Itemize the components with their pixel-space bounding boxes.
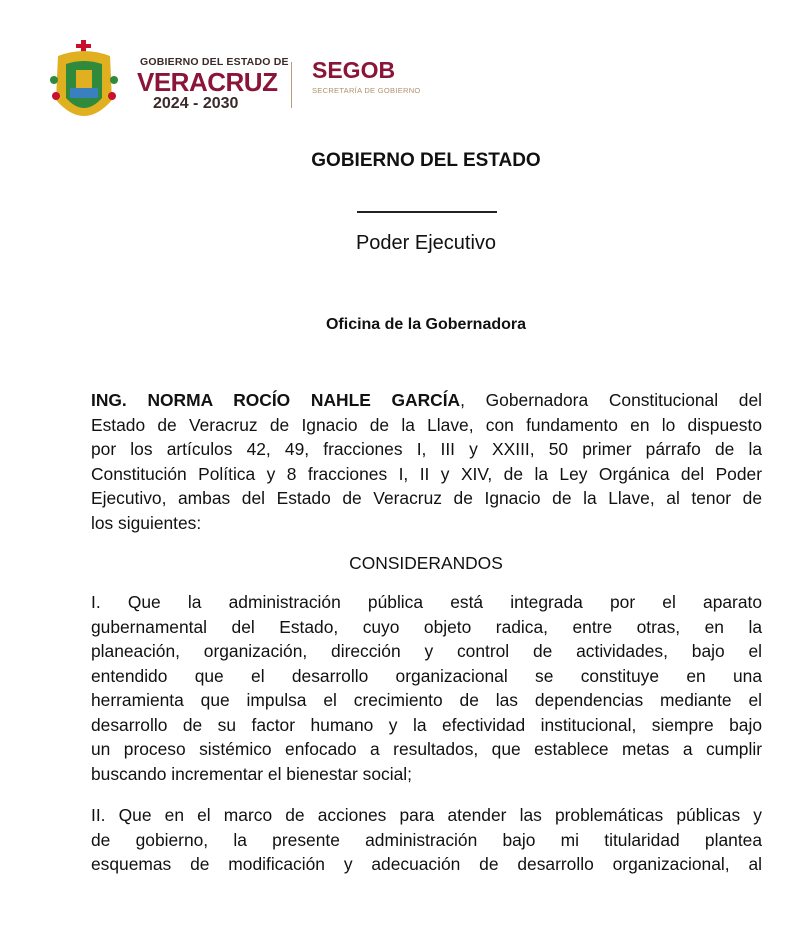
para-line: I. Que la administración pública está integrada por el aparato — [91, 592, 762, 612]
intro-line: Ejecutivo, ambas del Estado de Veracruz de Ignacio de la Llave, al tenor de — [91, 488, 762, 508]
governor-name: ING. NORMA ROCÍO NAHLE GARCÍA — [91, 390, 461, 410]
logo-state-text: VERACRUZ — [137, 67, 278, 97]
para-line: planeación, organización, dirección y control de actividades, bajo el — [91, 641, 762, 661]
para-line: buscando incrementar el bienestar social; — [91, 763, 412, 784]
title-rule — [357, 211, 497, 213]
intro-line — [91, 388, 762, 413]
office-heading: Oficina de la Gobernadora — [325, 316, 527, 333]
considerandos-heading: CONSIDERANDOS — [349, 553, 503, 573]
logo-divider — [291, 62, 292, 108]
para-line: gubernamental del Estado, cuyo objeto radica, entre otras, en la — [91, 616, 762, 637]
logo-years: 2024 - 2030 — [153, 95, 239, 112]
header-logo — [48, 40, 120, 128]
document-subtitle: Poder Ejecutivo — [355, 232, 497, 254]
intro-line: Constitución Política y 8 fracciones I, II y XIV, de la Ley Orgánica del Poder — [91, 463, 762, 484]
coat-of-arms-icon — [48, 40, 120, 128]
para-line: desarrollo de su factor humano y la efectividad institucional, siempre bajo — [91, 714, 762, 735]
segob-subtitle: SECRETARÍA DE GOBIERNO — [312, 86, 421, 95]
intro-paragraph — [91, 388, 762, 535]
considerando-2 — [91, 803, 762, 877]
document-title: GOBIERNO DEL ESTADO — [311, 150, 541, 171]
para-line: herramienta que impulsa el crecimiento de las dependencias mediante el — [91, 690, 762, 710]
para-line: de gobierno, la presente administración bajo mi titularidad plantea — [91, 829, 762, 850]
considerando-1 — [91, 590, 762, 786]
para-line: un proceso sistémico enfocado a resultados, que establece metas a cumplir — [91, 739, 762, 759]
para-line: esquemas de modificación y adecuación de desarrollo organizacional, al — [91, 854, 762, 874]
segob-logo-text: SEGOB — [312, 57, 396, 83]
intro-line: Estado de Veracruz de Ignacio de la Llave, con fundamento en lo dispuesto — [91, 414, 762, 435]
intro-line: por los artículos 42, 49, fracciones I, III y XXIII, 50 primer párrafo de la — [91, 439, 762, 459]
logo-small-text: GOBIERNO DEL ESTADO DE — [140, 56, 289, 68]
para-line: entendido que el desarrollo organizacional se constituye en una — [91, 665, 762, 686]
para-line: II. Que en el marco de acciones para atender las problemáticas públicas y — [91, 805, 762, 825]
intro-first-rest: , Gobernadora Constitucional del — [460, 390, 762, 410]
intro-line: los siguientes: — [91, 512, 202, 533]
